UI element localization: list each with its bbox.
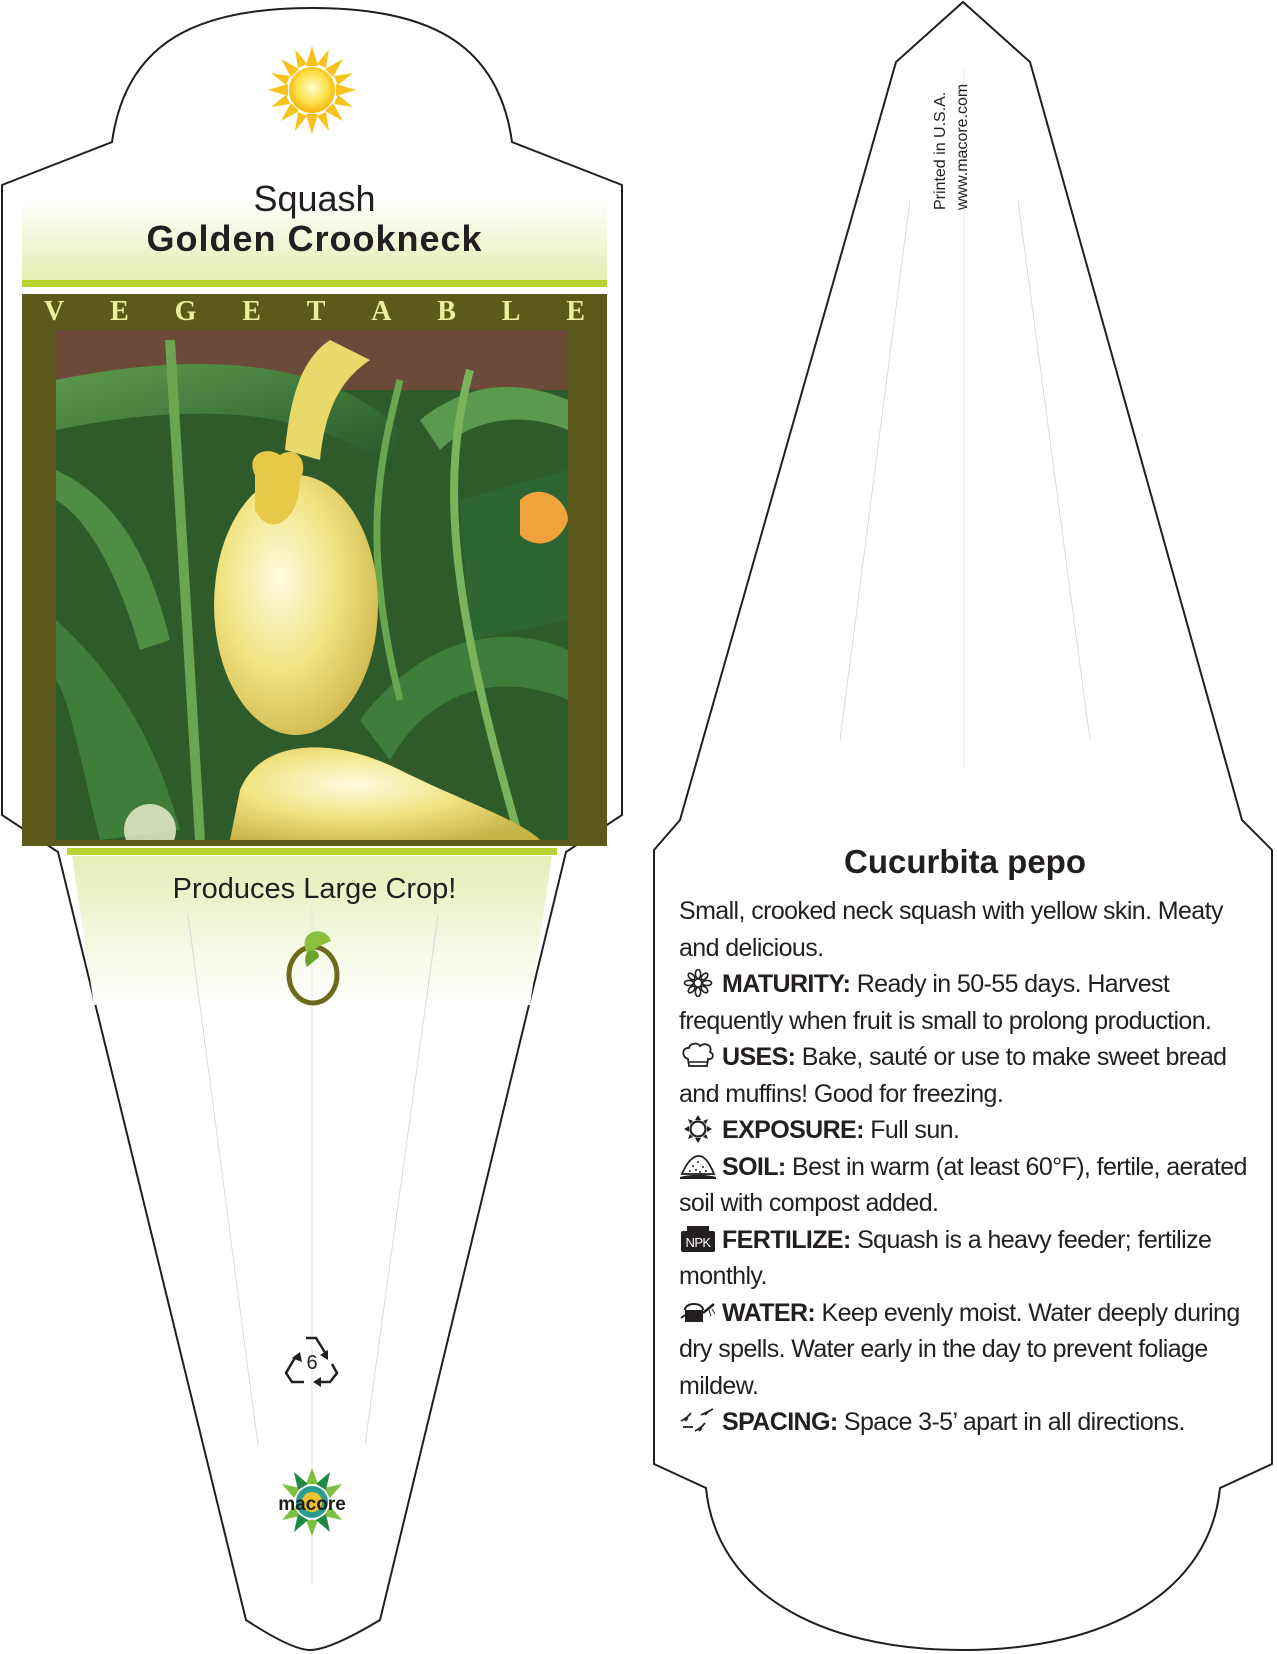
side-print bbox=[930, 50, 974, 210]
care-instructions bbox=[679, 893, 1254, 1441]
care-section-label: SOIL: bbox=[722, 1152, 786, 1181]
sun-logo-icon bbox=[268, 46, 356, 134]
care-section bbox=[679, 1149, 1254, 1222]
squash-photo bbox=[56, 330, 568, 856]
chef-hat-icon bbox=[679, 1042, 717, 1070]
care-section-label: MATURITY: bbox=[722, 970, 851, 998]
category-letter: A bbox=[371, 296, 392, 327]
care-section-text: Ready in 50-55 days. Harvest frequently when fruit is small to prolong production. bbox=[679, 970, 1212, 1035]
sun-icon bbox=[679, 1115, 717, 1143]
care-section-label: EXPOSURE: bbox=[722, 1116, 864, 1144]
watering-can-icon bbox=[679, 1298, 717, 1326]
care-section-text: Squash is a heavy feeder; fertilize monthly. bbox=[679, 1225, 1212, 1290]
recycle-number: 6 bbox=[306, 1352, 318, 1374]
category-label bbox=[22, 296, 607, 328]
brand-name: macore bbox=[278, 1494, 346, 1515]
printed-in-text: Printed in U.S.A. bbox=[932, 91, 949, 210]
care-section-label: SPACING: bbox=[722, 1408, 838, 1436]
care-sections bbox=[679, 966, 1254, 1441]
website-text: www.macore.com bbox=[954, 83, 971, 210]
care-section-label: FERTILIZE: bbox=[722, 1225, 851, 1254]
category-letter: E bbox=[566, 296, 585, 327]
soil-icon bbox=[679, 1152, 717, 1180]
care-section-text: Keep evenly moist. Water deeply during dry spells. Water early in the day to prevent foliage mildew. bbox=[679, 1298, 1240, 1400]
care-section bbox=[679, 966, 1254, 1039]
description: Small, crooked neck squash with yellow skin. Meaty and delicious. bbox=[679, 897, 1223, 962]
care-section-text: Space 3-5’ apart in all directions. bbox=[837, 1408, 1185, 1436]
care-section bbox=[679, 1222, 1254, 1295]
plant-variety-name: Golden Crookneck bbox=[146, 218, 483, 259]
care-section bbox=[679, 1112, 1254, 1149]
care-section-text: Best in warm (at least 60°F), fertile, aerated soil with compost added. bbox=[679, 1152, 1247, 1217]
care-section-label: WATER: bbox=[722, 1298, 816, 1327]
category-letter: B bbox=[437, 296, 456, 327]
category-letter: L bbox=[501, 296, 521, 327]
plant-common-name: Squash bbox=[253, 178, 376, 219]
care-section bbox=[679, 1295, 1254, 1405]
npk-icon bbox=[679, 1225, 717, 1253]
care-section bbox=[679, 1039, 1254, 1112]
tagline: Produces Large Crop! bbox=[172, 873, 457, 905]
care-section-label: USES: bbox=[722, 1043, 796, 1071]
category-letter: E bbox=[242, 296, 261, 327]
spacing-icon bbox=[679, 1407, 717, 1435]
care-section-text: Bake, sauté or use to make sweet bread and muffins! Good for freezing. bbox=[679, 1043, 1227, 1108]
category-letter: V bbox=[44, 296, 65, 327]
care-section bbox=[679, 1404, 1254, 1441]
flower-icon bbox=[679, 969, 717, 997]
svg-text:NPK: NPK bbox=[685, 1234, 711, 1250]
category-letter: G bbox=[174, 296, 197, 327]
care-section-text: Full sun. bbox=[863, 1116, 960, 1144]
category-letter: T bbox=[306, 296, 326, 327]
botanical-name: Cucurbita pepo bbox=[843, 843, 1086, 880]
category-letter: E bbox=[110, 296, 129, 327]
